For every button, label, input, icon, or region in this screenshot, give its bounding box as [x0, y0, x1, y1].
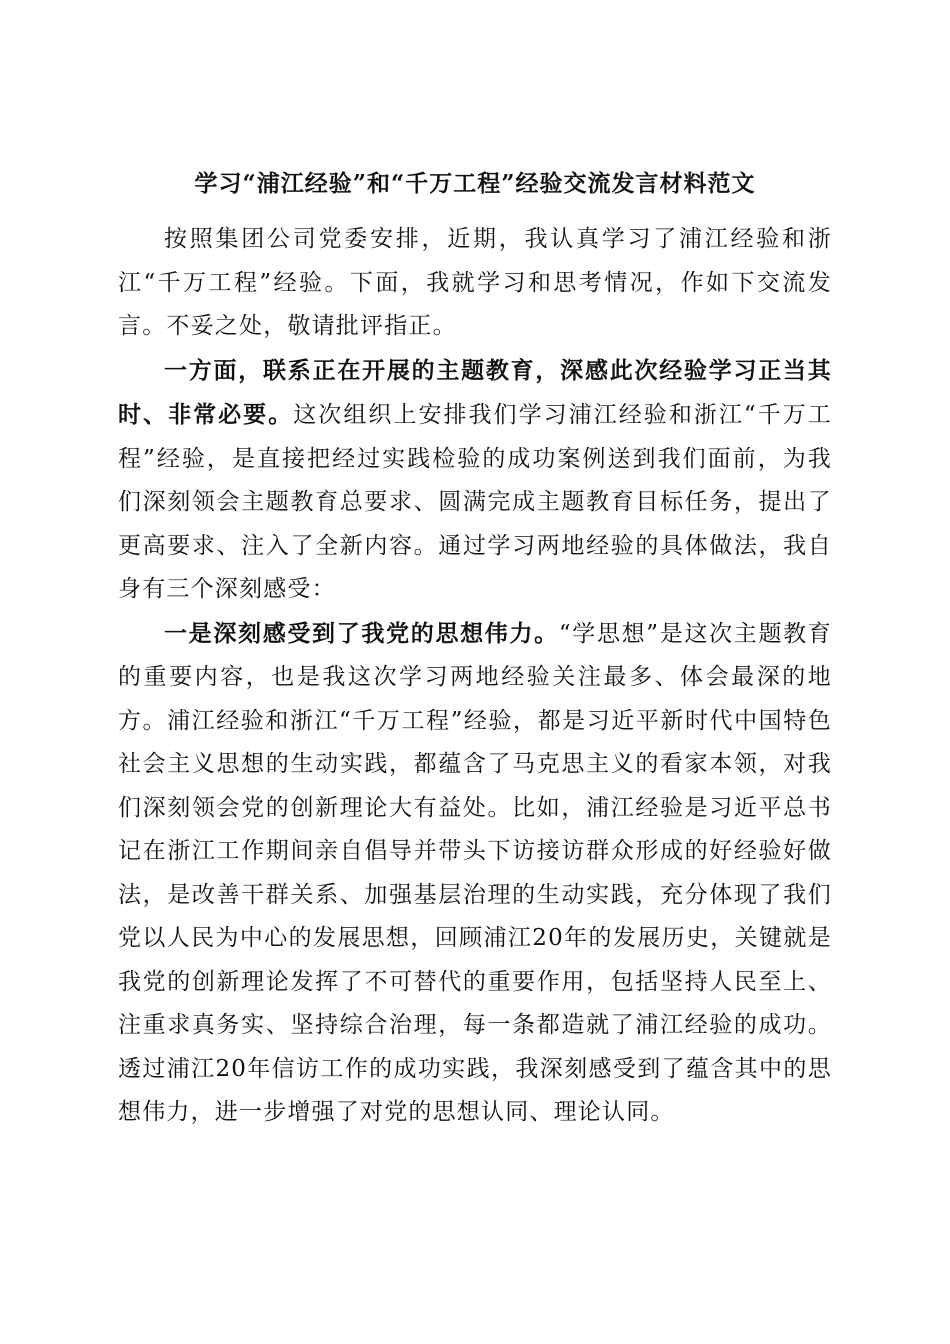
paragraph-text: 这次组织上安排我们学习浦江经验和浙江“千万工程”经验，是直接把经过实践检验的成功案例送到我们面前，为我们深刻领会主题教育总要求、圆满完成主题教育目标任务，提出了更高要求、注入了全新内容。通过学习两地经验的具体做法，我自身有三个深刻感受：	[118, 402, 832, 602]
document-title: 学习“浦江经验”和“千万工程”经验交流发言材料范文	[194, 170, 756, 197]
paragraph-text: “学思想”是这次主题教育的重要内容，也是我这次学习两地经验关注最多、体会最深的地方。浦江经验和浙江“千万工程”经验，都是习近平新时代中国特色社会主义思想的生动实践，都蕴含了马克思主义的看家本领，对我们深刻领会党的创新理论大有益处。比如，浦江经验是习近平总书记在浙江工作期间亲自倡导并带头下访接访群众形成的好经验好做法，是改善干群关系、加强基层治理的生动实践，充分体现了我们党以人民为中心的发展思想，回顾浦江20年的发展历史，关键就是我党的创新理论发挥了不可替代的重要作用，包括坚持人民至上、注重求真务实、坚持综合治理，每一条都造就了浦江经验的成功。透过浦江20年信访工作的成功实践，我深刻感受到了蕴含其中的思想伟力，进一步增强了对党的思想认同、理论认同。	[118, 620, 833, 1125]
paragraph-intro	[118, 217, 832, 349]
document-body	[118, 217, 832, 1135]
paragraph-point-one	[118, 612, 832, 1135]
paragraph-text: 按照集团公司党委安排，近期，我认真学习了浦江经验和浙江“千万工程”经验。下面，我就学习和思考情况，作如下交流发言。不妥之处，敬请批评指正。	[118, 226, 832, 339]
paragraph-lead: 一是深刻感受到了我党的思想伟力。	[164, 619, 559, 647]
paragraph-section-one	[118, 349, 832, 612]
paragraph-lead: 一方面，联系正在开展的主题教育，深感此次经验学习正当其时、非常必要。	[118, 356, 832, 428]
